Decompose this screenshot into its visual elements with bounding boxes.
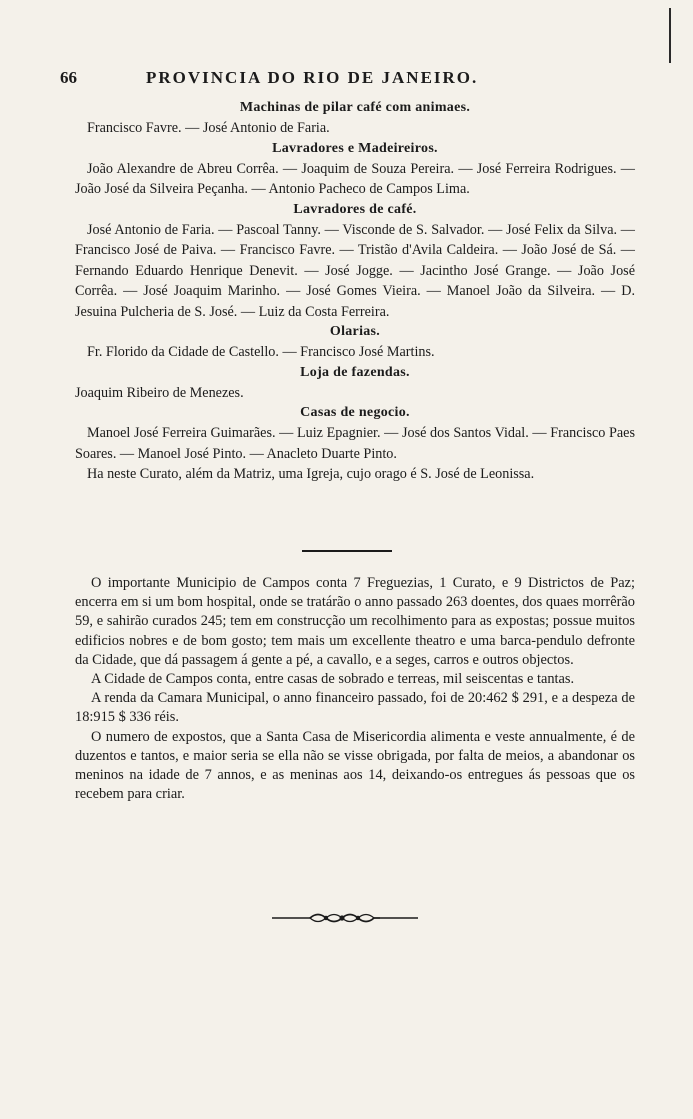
running-head: PROVINCIA DO RIO DE JANEIRO. xyxy=(146,68,479,87)
section-casas-negocio xyxy=(75,403,635,485)
body-paragraph: O importante Municipio de Campos conta 7 Freguezias, 1 Curato, e 9 Districtos de Paz; encerra em si um bom hospital, onde se tratárão o anno passado 263 doentes, dos quaes morrêrão 59, e sahirão curados 245; tem em construcção um recolhimento para as expostas; possue muitos edificios nobres e de bom gosto; tem mais um excellente theatro e uma barca-pendulo defronte da Cidade, que dá passagem á gente a pé, a cavallo, e a seges, carros e outros objectos. xyxy=(75,575,635,668)
section-divider xyxy=(302,550,392,552)
section-heading: Lavradores de café. xyxy=(293,201,417,217)
section-paragraph: José Antonio de Faria. — Pascoal Tanny. — Visconde de S. Salvador. — José Felix da Silva. — Francisco José de Paiva. — Francisco Favre. — Tristão d'Avila Caldeira. — João José de Sá. — Fernando Eduardo Henrique Denevit. — José Jogge. — Jacintho José Grange. — João José Corrêa. — José Joaquim Marinho. — José Gomes Vieira. — Manoel João da Silveira. — D. Jesuina Pulcheria de S. José. — Luiz da Costa Ferreira. xyxy=(75,221,635,320)
section-heading: Machinas de pilar café com animaes. xyxy=(239,100,471,115)
page-edge-mark xyxy=(669,8,671,63)
page-number: 66 xyxy=(60,68,77,87)
section-heading: Olarias. xyxy=(329,324,381,339)
page-header xyxy=(60,68,633,92)
directory-listing xyxy=(75,98,635,485)
section-paragraph: Fr. Florido da Cidade de Castello. — Francisco José Martins. xyxy=(87,344,435,360)
section-heading: Casas de negocio. xyxy=(300,405,410,420)
municipio-text xyxy=(75,574,635,804)
body-paragraph: O numero de expostos, que a Santa Casa de Misericordia alimenta e veste annualmente, é de duzentos e tantos, e maior seria se ella não se visse obrigada, por falta de meios, a abandonar os meninos na idade de 7 annos, e as meninas aos 14, deixando-os entregues ás pessoas que os recebem para criar. xyxy=(75,728,635,803)
section-heading: Lavradores e Madeireiros. xyxy=(272,140,438,156)
section-paragraph: Ha neste Curato, além da Matriz, uma Igreja, cujo orago é S. José de Leonissa. xyxy=(87,466,535,482)
section-paragraph: João Alexandre de Abreu Corrêa. — Joaquim de Souza Pereira. — José Ferreira Rodrigues. — João José da Silveira Peçanha. — Antonio Pacheco de Campos Lima. xyxy=(75,160,635,197)
section-lavradores-madeireiros xyxy=(75,139,635,200)
body-paragraph: A renda da Camara Municipal, o anno financeiro passado, foi de 20:462 $ 291, e a despeza de 18:915 $ 336 réis. xyxy=(75,690,635,726)
section-olarias xyxy=(75,322,635,363)
section-paragraph: Joaquim Ribeiro de Menezes. xyxy=(75,384,244,401)
section-machinas xyxy=(75,98,635,139)
section-paragraph: Francisco Favre. — José Antonio de Faria. xyxy=(87,120,330,136)
section-heading: Loja de fazendas. xyxy=(300,364,410,380)
section-loja-fazendas xyxy=(75,363,635,404)
section-paragraph: Manoel José Ferreira Guimarães. — Luiz Epagnier. — José dos Santos Vidal. — Francisco Paes Soares. — Manoel José Pinto. — Anacleto Duarte Pinto. xyxy=(75,425,635,462)
body-paragraph: A Cidade de Campos conta, entre casas de sobrado e terreas, mil seiscentas e tantas. xyxy=(91,671,575,688)
ornament-divider xyxy=(270,908,420,928)
section-lavradores-cafe xyxy=(75,200,635,323)
